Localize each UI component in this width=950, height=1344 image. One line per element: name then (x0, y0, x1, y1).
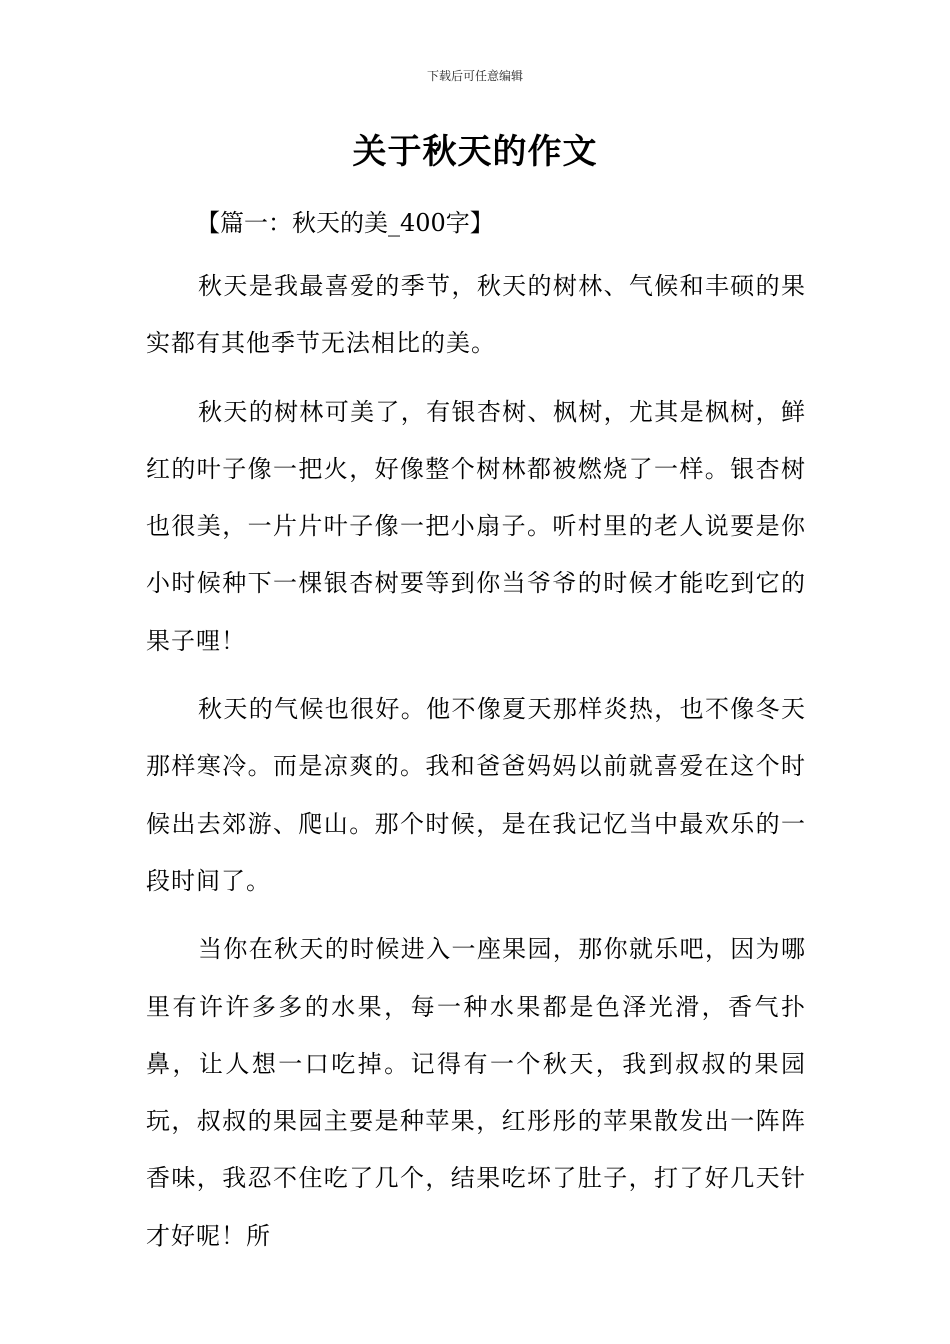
section-heading: 【篇一：秋天的美_400字】 (196, 209, 494, 237)
document-title: 关于秋天的作文 (352, 132, 598, 172)
paragraph-2: 秋天的树林可美了，有银杏树、枫树，尤其是枫树，鲜红的叶子像一把火，好像整个树林都被燃烧了一样。银杏树也很美，一片片叶子像一把小扇子。听村里的老人说要是你小时候种下一棵银杏树要等到你当爷爷的时候才能吃到它的果子哩！ (146, 397, 806, 655)
document-body (146, 200, 806, 1265)
header-note: 下载后可任意编辑 (426, 69, 523, 83)
paragraph-4: 当你在秋天的时候进入一座果园，那你就乐吧，因为哪里有许许多多的水果，每一种水果都是色泽光滑，香气扑鼻，让人想一口吃掉。记得有一个秋天，我到叔叔的果园玩，叔叔的果园主要是种苹果，红彤彤的苹果散发出一阵阵香味，我忍不住吃了几个，结果吃坏了肚子，打了好几天针才好呢！所 (146, 935, 806, 1250)
paragraph-1: 秋天是我最喜爱的季节，秋天的树林、气候和丰硕的果实都有其他季节无法相比的美。 (146, 272, 806, 358)
paragraph-3: 秋天的气候也很好。他不像夏天那样炎热，也不像冬天那样寒冷。而是凉爽的。我和爸爸妈妈以前就喜爱在这个时候出去郊游、爬山。那个时候，是在我记忆当中最欢乐的一段时间了。 (146, 695, 806, 895)
